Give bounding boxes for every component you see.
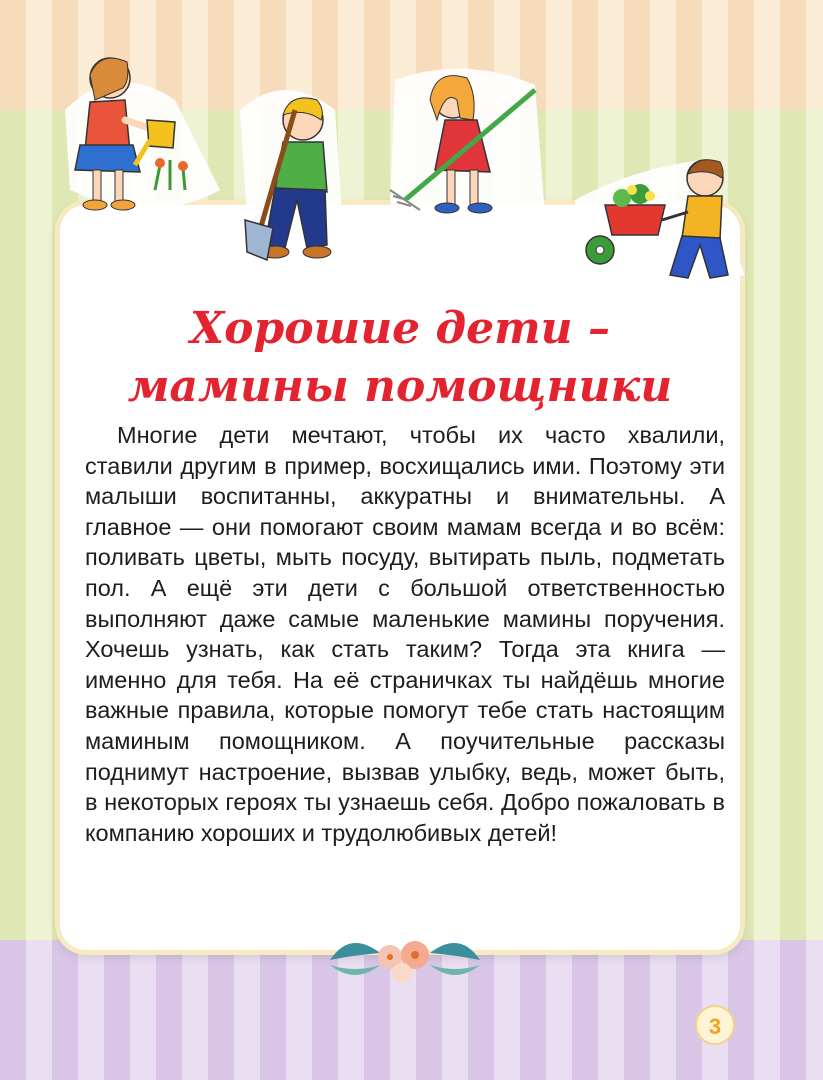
girl-watering-plants-icon — [55, 40, 225, 215]
flower-ornament-icon — [320, 925, 490, 995]
title-line-2: мамины помощники — [127, 361, 673, 412]
page-title — [60, 300, 740, 416]
girl-raking-icon — [385, 60, 555, 225]
boy-wheelbarrow-icon — [570, 150, 750, 290]
title-line-1: Хорошие дети – — [190, 303, 610, 354]
page-number: 3 — [695, 1005, 735, 1045]
boy-digging-icon — [235, 70, 350, 275]
body-paragraph: Многие дети мечтают, чтобы их часто хвалили, ставили другим в пример, восхищались ими. Поэтому эти малыши воспитанны, аккуратны и внимательны. А главное — они помогают своим мамам всегда и во всём: поливать цветы, мыть посуду, вытирать пыль, подметать пол. А ещё эти дети с большой ответственностью выполняют даже самые маленькие мамины поручения. Хочешь узнать, как стать таким? Тогда эта книга — именно для тебя. На её страничках ты найдёшь многие важные правила, которые помогут тебе стать настоящим маминым помощником. А поучительные рассказы поднимут настроение, вызвав улыбку, ведь, может быть, в некоторых героях ты узнаешь себя. Добро пожаловать в компанию хороших и трудолюбивых детей! — [85, 422, 725, 846]
